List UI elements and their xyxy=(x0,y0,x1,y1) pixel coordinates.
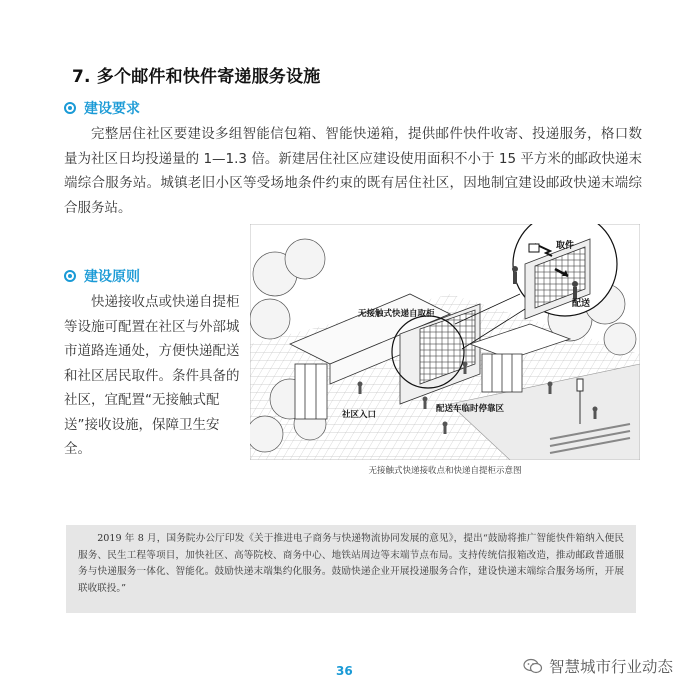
policy-note-box xyxy=(66,525,636,613)
label-locker: 无接触式快递自取柜 xyxy=(358,309,435,319)
section-heading-requirements xyxy=(64,98,140,118)
label-entrance: 社区入口 xyxy=(342,410,377,420)
section-heading-principles xyxy=(64,266,140,286)
policy-note-text: 2019 年 8 月，国务院办公厅印发《关于推进电子商务与快递物流协同发展的意见》，提出“鼓励将推广智能快件箱纳入便民服务、民生工程等项目，加快社区、高等院校、商务中心、地铁站周边等末端节点布局。支持传统信报箱改造，推动邮政普通服务与快递服务一体化、智能化。鼓励快递末端集约化服务。鼓励快递企业开展投递服务合作，建设快递末端综合服务场所，开展联收联投。” xyxy=(78,533,624,594)
section-heading-label: 建设原则 xyxy=(84,269,140,285)
label-parking: 配送车临时停靠区 xyxy=(436,404,505,414)
label-delivery: 配送 xyxy=(572,299,591,309)
page-number: 36 xyxy=(336,664,353,678)
bullet-circle-icon xyxy=(64,102,76,114)
principles-paragraph: 快递接收点或快递自提柜等设施可配置在社区与外部城市道路连通处，方便快递配送和社区居民取件。条件具备的社区，宜配置“无接触式配送”接收设施，保障卫生安全。 xyxy=(64,294,240,457)
page-title: 7. 多个邮件和快件寄递服务设施 xyxy=(72,67,321,87)
label-pickup: 取件 xyxy=(556,241,575,251)
wechat-icon xyxy=(523,658,543,674)
section-heading-label: 建设要求 xyxy=(84,101,140,117)
requirements-paragraph: 完整居住社区要建设多组智能信包箱、智能快递箱，提供邮件快件收寄、投递服务，格口数量为社区日均投递量的 1—1.3 倍。新建居住社区应建设使用面积不小于 15 平方米的邮政快递末端综合服务站。城镇老旧小区等受场地条件约束的既有居住社区，因地制宜建设邮政快递末端综合服务站。 xyxy=(64,126,642,216)
delivery-illustration xyxy=(250,224,640,460)
figure-caption: 无接触式快递接收点和快递自提柜示意图 xyxy=(368,466,522,476)
watermark-text: 智慧城市行业动态 xyxy=(549,658,674,676)
watermark xyxy=(523,655,673,677)
bullet-circle-icon xyxy=(64,270,76,282)
